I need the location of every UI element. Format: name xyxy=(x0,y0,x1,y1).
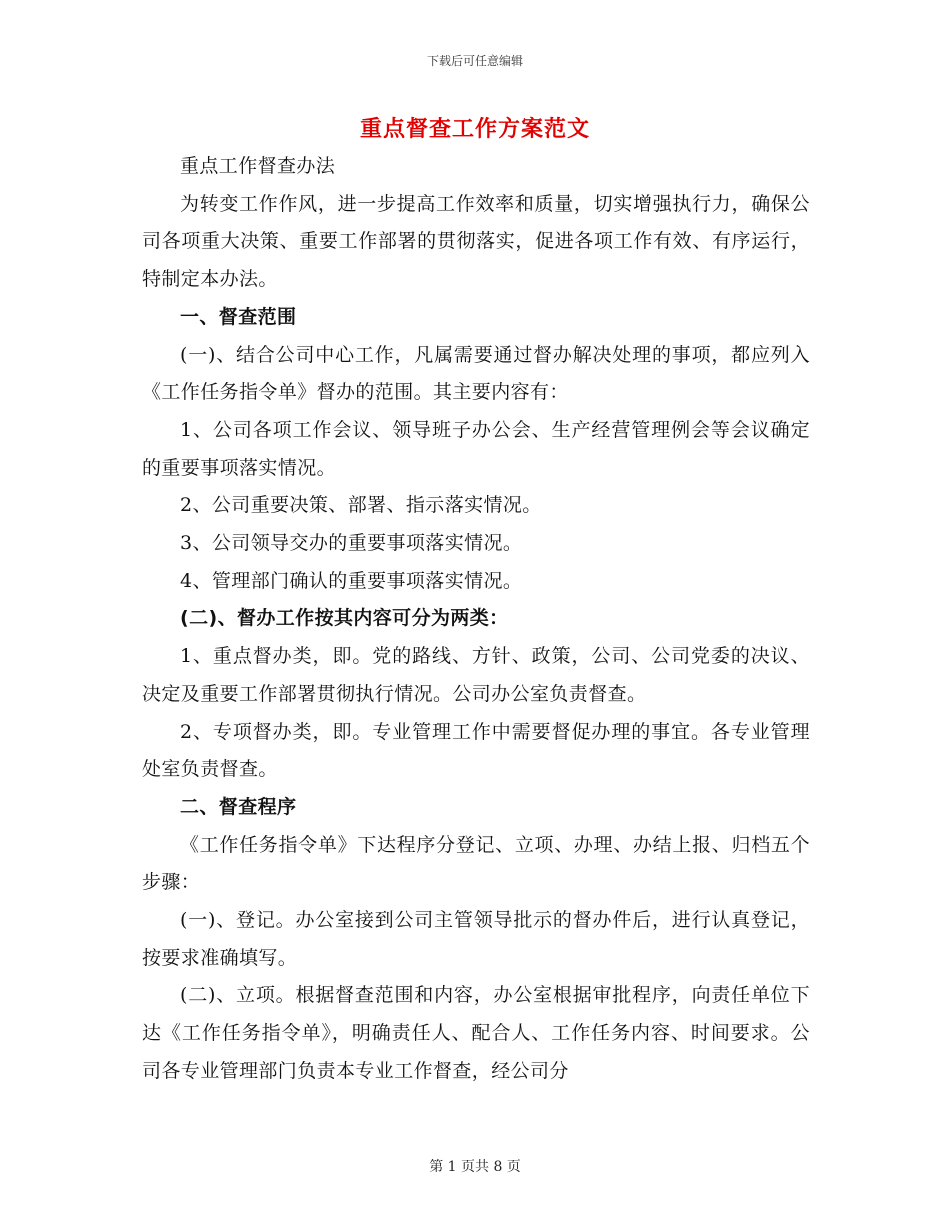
paragraph-procedure-intro: 《工作任务指令单》下达程序分登记、立项、办理、办结上报、归档五个步骤： xyxy=(142,833,810,894)
list-item-scope-3: 3、公司领导交办的重要事项落实情况。 xyxy=(180,532,523,555)
subheading-categories: (二)、督办工作按其内容可分为两类： xyxy=(180,607,509,630)
paragraph-procedure-register: (一)、登记。办公室接到公司主管领导批示的督办件后，进行认真登记，按要求准确填写。 xyxy=(142,909,810,969)
page-footer: 第 1 页共 8 页 xyxy=(429,1159,521,1175)
document-body xyxy=(142,148,810,1091)
list-item-category-2: 2、专项督办类，即。专业管理工作中需要督促办理的事宜。各专业管理处室负责督查。 xyxy=(142,720,810,781)
intro-paragraph: 为转变工作作风，进一步提高工作效率和质量，切实增强执行力，确保公司各项重大决策、重要工作部署的贯彻落实，促进各项工作有效、有序运行，特制定本办法。 xyxy=(142,192,810,291)
paragraph-procedure-establish: (二)、立项。根据督查范围和内容，办公室根据审批程序，向责任单位下达《工作任务指令单》，明确责任人、配合人、工作任务内容、时间要求。公司各专业管理部门负责本专业工作督查，经公司分 xyxy=(142,984,810,1082)
list-item-scope-1: 1、公司各项工作会议、领导班子办公会、生产经营管理例会等会议确定的重要事项落实情况。 xyxy=(142,418,810,479)
list-item-scope-4: 4、管理部门确认的重要事项落实情况。 xyxy=(180,569,523,592)
subtitle-paragraph: 重点工作督查办法 xyxy=(180,155,336,177)
page-header: 下载后可任意编辑 xyxy=(426,54,523,68)
list-item-category-1: 1、重点督办类，即。党的路线、方针、政策，公司、公司党委的决议、决定及重要工作部署贯彻执行情况。公司办公室负责督查。 xyxy=(142,645,810,705)
section-heading-procedure: 二、督查程序 xyxy=(180,795,297,818)
section-heading-scope: 一、督查范围 xyxy=(180,305,297,328)
document-title: 重点督查工作方案范文 xyxy=(359,117,590,142)
list-item-scope-2: 2、公司重要决策、部署、指示落实情况。 xyxy=(180,494,542,517)
paragraph-scope-1: (一)、结合公司中心工作，凡属需要通过督办解决处理的事项，都应列入《工作任务指令单》督办的范围。其主要内容有： xyxy=(142,343,810,404)
